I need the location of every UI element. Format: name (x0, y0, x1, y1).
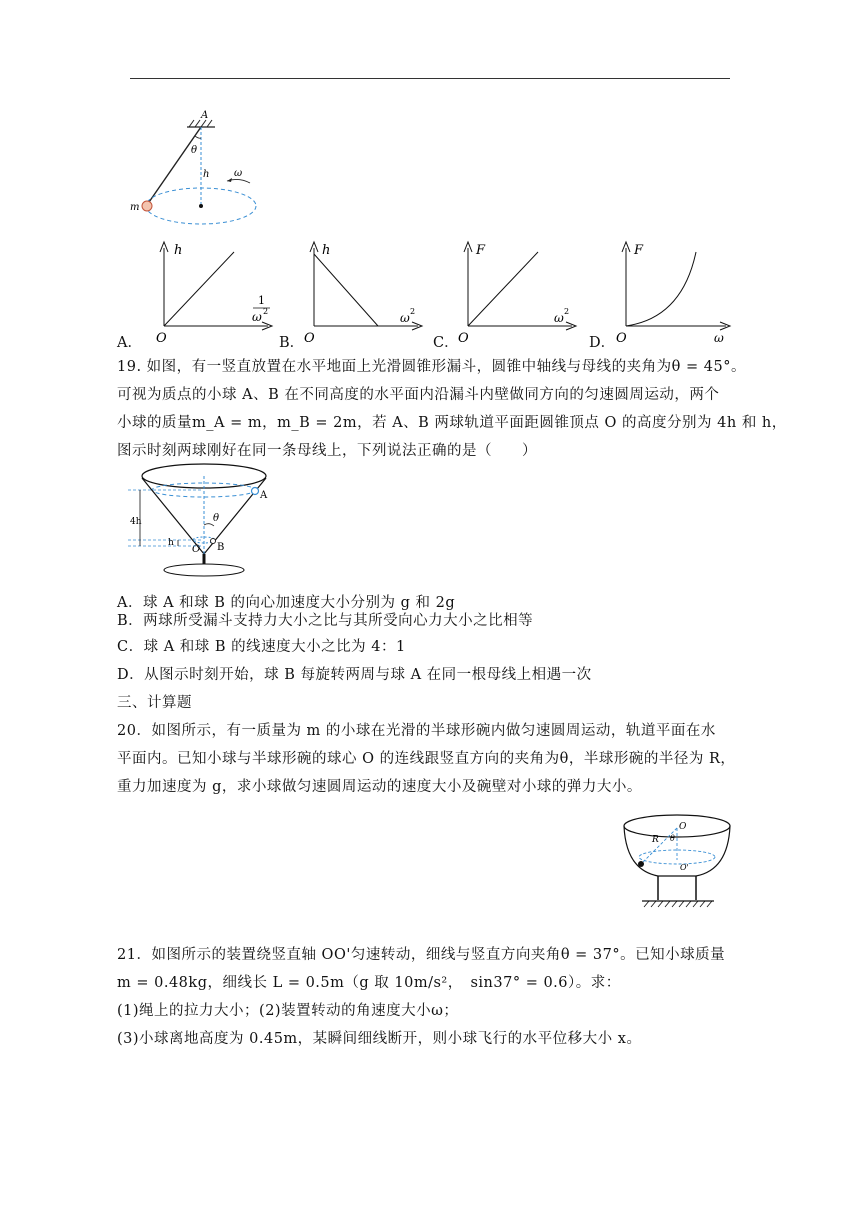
q19-line-3: 小球的质量m_A = m，m_B = 2m，若 A、B 两球轨道平面距圆锥顶点 O 的高度分别为 4h 和 h， (117, 415, 787, 431)
graph-a-origin: O (156, 331, 167, 346)
fig18-label-theta: θ (191, 145, 198, 156)
graph-option-b-label: B． (279, 335, 305, 351)
fig18-label-omega: ω (234, 168, 243, 179)
fig19-label-B: B (217, 542, 225, 553)
q19-line-2: 可视为质点的小球 A、B 在不同高度的水平面内沿漏斗内壁做同方向的匀速圆周运动，两个 (117, 387, 720, 403)
graph-c-xlabel-sup: 2 (564, 307, 570, 316)
fig19-label-4h: 4h (130, 517, 142, 527)
q21-line-1: 21．如图所示的装置绕竖直轴 OO'匀速转动，细线与竖直方向夹角θ = 37°。已知小球质量 (117, 947, 726, 963)
graph-a-xlabel-num: 1 (258, 294, 265, 307)
q19-option-a: A．球 A 和球 B 的向心加速度大小分别为 g 和 2g (117, 595, 456, 611)
q19-option-b: B．两球所受漏斗支持力大小之比与其所受向心力大小之比相等 (117, 613, 534, 629)
graph-b (300, 238, 430, 346)
graph-a (150, 238, 280, 346)
fig18-label-A: A (201, 110, 209, 121)
section-heading: 三、计算题 (117, 695, 192, 711)
graph-d-ylabel: F (634, 243, 644, 258)
graph-option-a-label: A． (117, 335, 142, 351)
fig20-label-O: O (679, 822, 687, 832)
graph-option-d-label: D． (589, 335, 616, 351)
q19-option-c: C．球 A 和球 B 的线速度大小之比为 4：1 (117, 639, 406, 655)
graph-d (612, 238, 742, 346)
graph-b-ylabel: h (322, 243, 331, 258)
q20-line-3: 重力加速度为 g，求小球做匀速圆周运动的速度大小及碗壁对小球的弹力大小。 (117, 779, 642, 795)
graph-b-origin: O (304, 331, 315, 346)
graph-c-xlabel: ω (554, 311, 564, 325)
q20-line-2: 平面内。已知小球与半球形碗的球心 O 的连线跟竖直方向的夹角为θ，半球形碗的半径为 R， (117, 751, 736, 767)
graph-d-xlabel: ω (714, 331, 724, 345)
fig19-label-theta: θ (213, 513, 220, 524)
graph-d-origin: O (616, 331, 627, 346)
fig19-label-O: O (192, 544, 201, 555)
cone-funnel-figure (126, 462, 286, 580)
graph-option-c-label: C． (433, 335, 459, 351)
fig20-label-Oprime: O' (680, 863, 689, 872)
q19-line-4: 图示时刻两球刚好在同一条母线上，下列说法正确的是（ ） (117, 443, 537, 459)
graph-a-xlabel-den: ω (252, 310, 262, 324)
fig20-label-R: R (652, 835, 659, 845)
hemisphere-bowl-figure (618, 812, 738, 912)
header-rule (130, 78, 730, 79)
fig20-label-theta: θ (670, 834, 675, 843)
q19-line-1: 19. 如图，有一竖直放置在水平地面上光滑圆锥形漏斗，圆锥中轴线与母线的夹角为θ = 45°。 (117, 359, 746, 375)
q19-option-d: D．从图示时刻开始，球 B 每旋转两周与球 A 在同一根母线上相遇一次 (117, 667, 592, 683)
q21-line-2: m = 0.48kg，细线长 L = 0.5m（g 取 10m/s²， sin37° = 0.6）。求： (117, 975, 621, 991)
graph-a-ylabel: h (174, 243, 183, 258)
graph-c-origin: O (458, 331, 469, 346)
conical-pendulum-figure (125, 105, 275, 230)
fig18-label-m: m (130, 202, 140, 213)
graph-a-xlabel-den-sup: 2 (263, 307, 269, 316)
graph-b-xlabel: ω (400, 311, 410, 325)
fig19-label-A: A (260, 490, 268, 501)
fig18-label-h: h (203, 169, 210, 180)
q20-line-1: 20．如图所示，有一质量为 m 的小球在光滑的半球形碗内做匀速圆周运动，轨道平面在水 (117, 723, 716, 739)
graph-b-xlabel-sup: 2 (410, 307, 416, 316)
fig19-label-h: h (168, 538, 174, 548)
graph-c-ylabel: F (476, 243, 486, 258)
graph-c (454, 238, 584, 346)
q21-line-4: (3)小球离地高度为 0.45m，某瞬间细线断开，则小球飞行的水平位移大小 x。 (117, 1031, 642, 1047)
q21-line-3: (1)绳上的拉力大小；(2)装置转动的角速度大小ω； (117, 1003, 459, 1019)
